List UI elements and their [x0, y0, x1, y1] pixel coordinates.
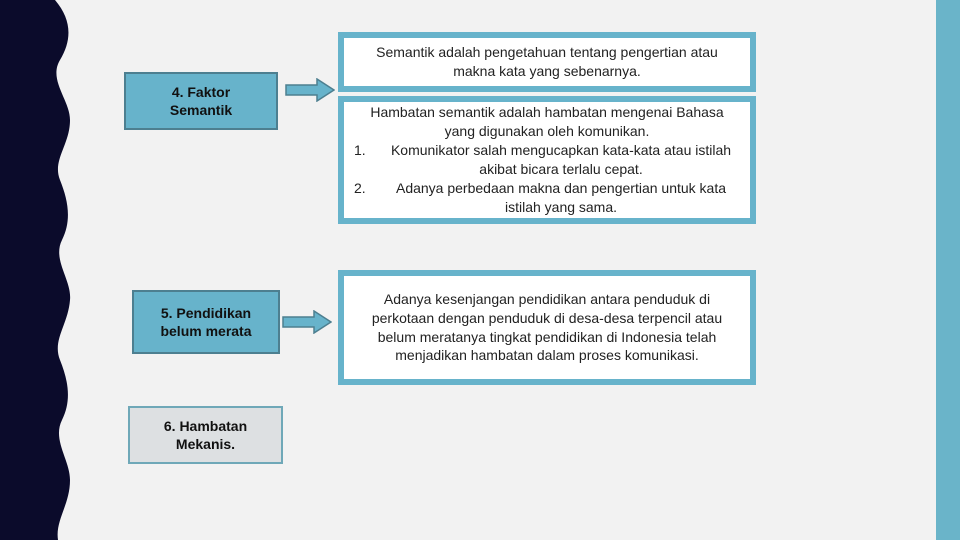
list-item — [354, 141, 740, 179]
list-item-number: 1. — [354, 142, 366, 159]
list-item-number: 2. — [354, 179, 366, 196]
education-gap-box — [338, 270, 756, 385]
semantic-obstacle-intro: Hambatan semantik adalah hambatan mengenai Bahasa yang digunakan oleh komunikan. — [370, 104, 724, 140]
list-item — [354, 179, 740, 217]
right-arrow-icon — [282, 310, 332, 334]
semantic-definition-text: Semantik adalah pengetahuan tentang pengertian atau makna kata yang sebenarnya. — [376, 44, 718, 79]
list-item-text: Adanya perbedaan makna dan pengertian untuk kata istilah yang sama. — [395, 179, 727, 215]
hambatan-mekanis-label: 6. Hambatan Mekanis. — [128, 406, 283, 464]
faktor-semantik-label: 4. Faktor Semantik — [124, 72, 278, 130]
right-accent-bar — [936, 0, 960, 540]
semantic-definition-box — [338, 32, 756, 92]
left-wave-decoration — [0, 0, 80, 540]
education-gap-text: Adanya kesenjangan pendidikan antara penduduk di perkotaan dengan penduduk di desa-desa terpencil atau belum meratanya tingkat pendidikan di Indonesia telah menjadikan hambatan dalam proses komunikasi. — [371, 290, 723, 364]
semantic-obstacle-list — [354, 141, 740, 217]
list-item-text: Komunikator salah mengucapkan kata-kata atau istilah akibat bicara terlalu cepat. — [390, 142, 732, 177]
pendidikan-label: 5. Pendidikan belum merata — [132, 290, 280, 354]
semantic-obstacle-box — [338, 96, 756, 224]
right-arrow-icon — [285, 78, 335, 102]
